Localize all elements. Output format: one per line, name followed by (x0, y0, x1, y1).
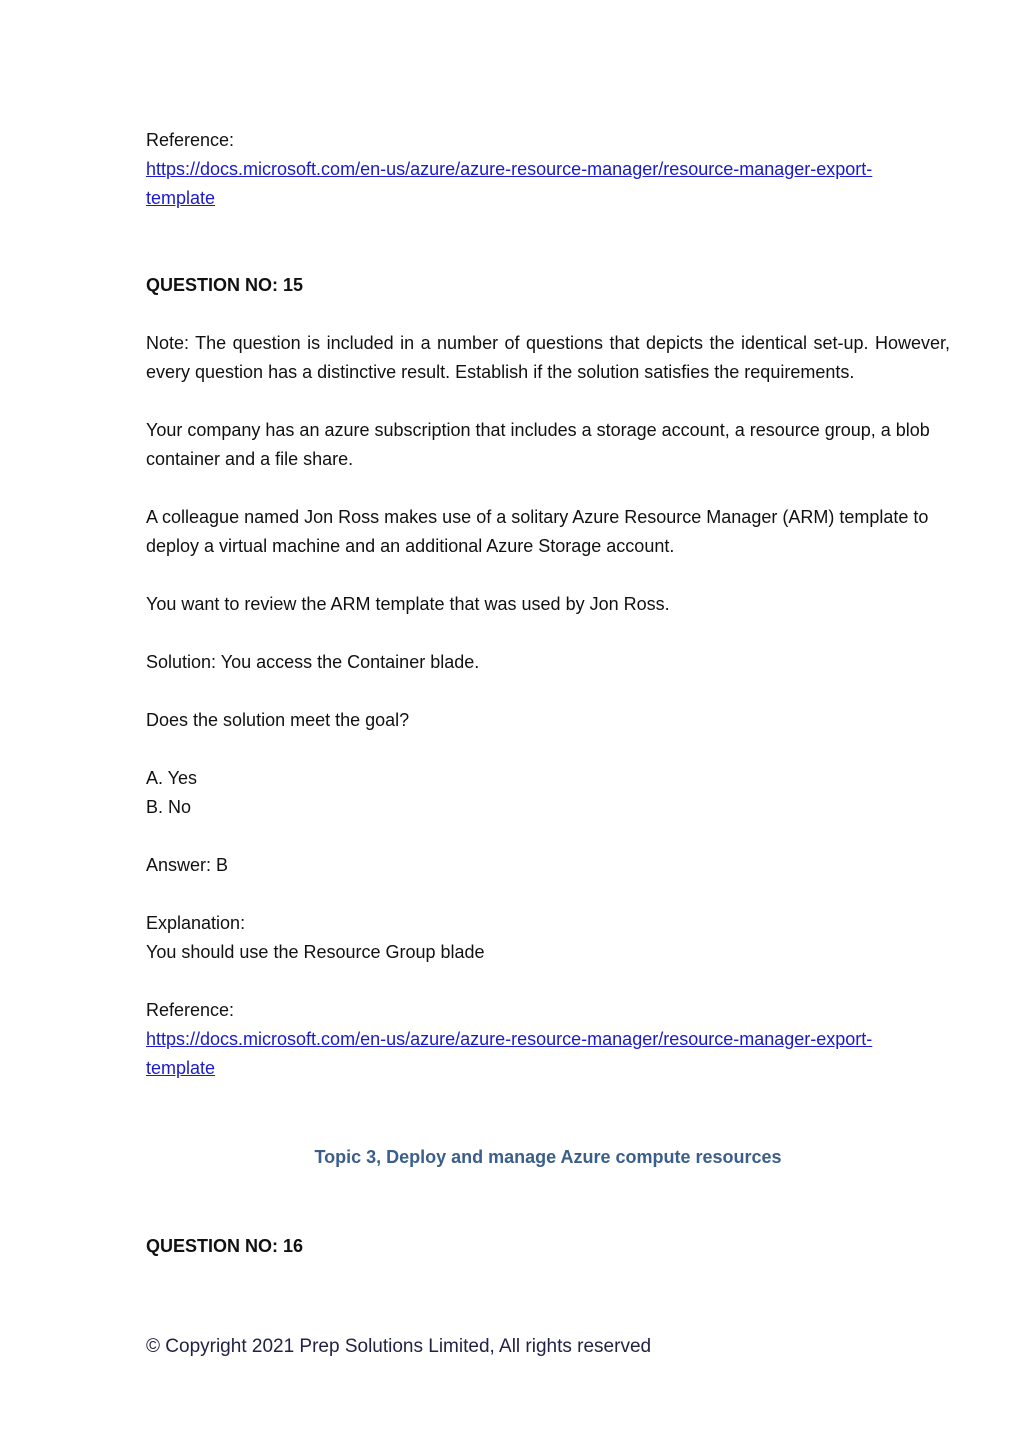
question-16-heading: QUESTION NO: 16 (146, 1236, 304, 1256)
topic-heading: Topic 3, Deploy and manage Azure compute resources (314, 1147, 782, 1167)
copyright-footer: © Copyright 2021 Prep Solutions Limited, All rights reserved (146, 1336, 652, 1357)
question-15-note: Note: The question is included in a number of questions that depicts the identical set-up. However, every question has a distinctive result. Establish if the solution satisfies the requirements. (146, 333, 950, 382)
option-b: B. No (146, 797, 192, 817)
explanation-label: Explanation: (146, 913, 246, 933)
question-15-paragraph-1: Your company has an azure subscription that includes a storage account, a resource group, a blob container and a file share. (146, 420, 930, 469)
reference-link-line2[interactable]: template (146, 188, 216, 208)
question-15-solution: Solution: You access the Container blade. (146, 652, 480, 672)
option-a: A. Yes (146, 768, 198, 788)
question-15-reference-link-line2[interactable]: template (146, 1058, 216, 1078)
question-15-reference-label: Reference: (146, 1000, 235, 1020)
question-15-prompt: Does the solution meet the goal? (146, 710, 410, 730)
question-15-heading: QUESTION NO: 15 (146, 275, 304, 295)
answer: Answer: B (146, 855, 229, 875)
reference-link[interactable] (146, 155, 950, 213)
document-page (146, 126, 950, 1261)
explanation-text: You should use the Resource Group blade (146, 942, 485, 962)
question-15-paragraph-2: A colleague named Jon Ross makes use of a solitary Azure Resource Manager (ARM) template to deploy a virtual machine and an additional Azure Storage account. (146, 507, 929, 556)
reference-label: Reference: (146, 130, 235, 150)
question-15-reference-link-line1[interactable]: https://docs.microsoft.com/en-us/azure/azure-resource-manager/resource-manager-export- (146, 1029, 873, 1049)
reference-link-line1[interactable]: https://docs.microsoft.com/en-us/azure/azure-resource-manager/resource-manager-export- (146, 159, 873, 179)
question-15-reference-link[interactable] (146, 1025, 950, 1083)
question-15-paragraph-3: You want to review the ARM template that was used by Jon Ross. (146, 594, 670, 614)
